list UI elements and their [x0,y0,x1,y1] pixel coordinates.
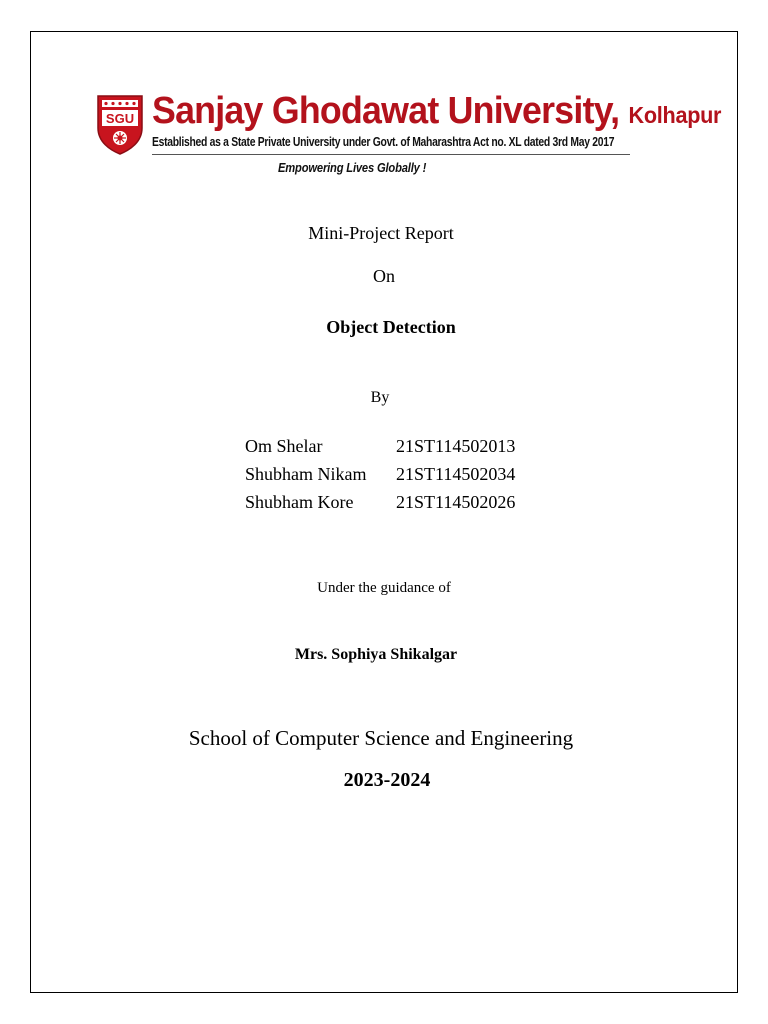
academic-year: 2023-2024 [343,769,431,791]
university-name: Sanjay Ghodawat University, Kolhapur [152,90,722,132]
report-type: Mini-Project Report [308,223,454,243]
student-name: Shubham Nikam [245,464,367,484]
student-id: 21ST114502013 [396,436,516,456]
school-name: School of Computer Science and Engineering [188,726,574,750]
student-name: Shubham Kore [245,492,354,512]
header-divider [152,154,630,155]
svg-text:SGU: SGU [105,111,135,126]
guide-name: Mrs. Sophiya Shikalgar [294,646,458,663]
project-title: Object Detection [326,317,456,337]
on-label: On [373,266,395,286]
by-label: By [370,389,390,406]
established-line: Established as a State Private University under Govt. of Maharashtra Act no. XL dated 3rd May 2017 [152,135,615,149]
guidance-label: Under the guidance of [317,580,451,596]
university-city: Kolhapur [628,102,722,128]
university-header [96,90,722,182]
student-name: Om Shelar [245,436,323,456]
university-logo [96,94,144,156]
student-id: 21ST114502026 [396,492,516,512]
tagline: Empowering Lives Globally ! [278,160,427,175]
student-id: 21ST114502034 [396,464,516,484]
